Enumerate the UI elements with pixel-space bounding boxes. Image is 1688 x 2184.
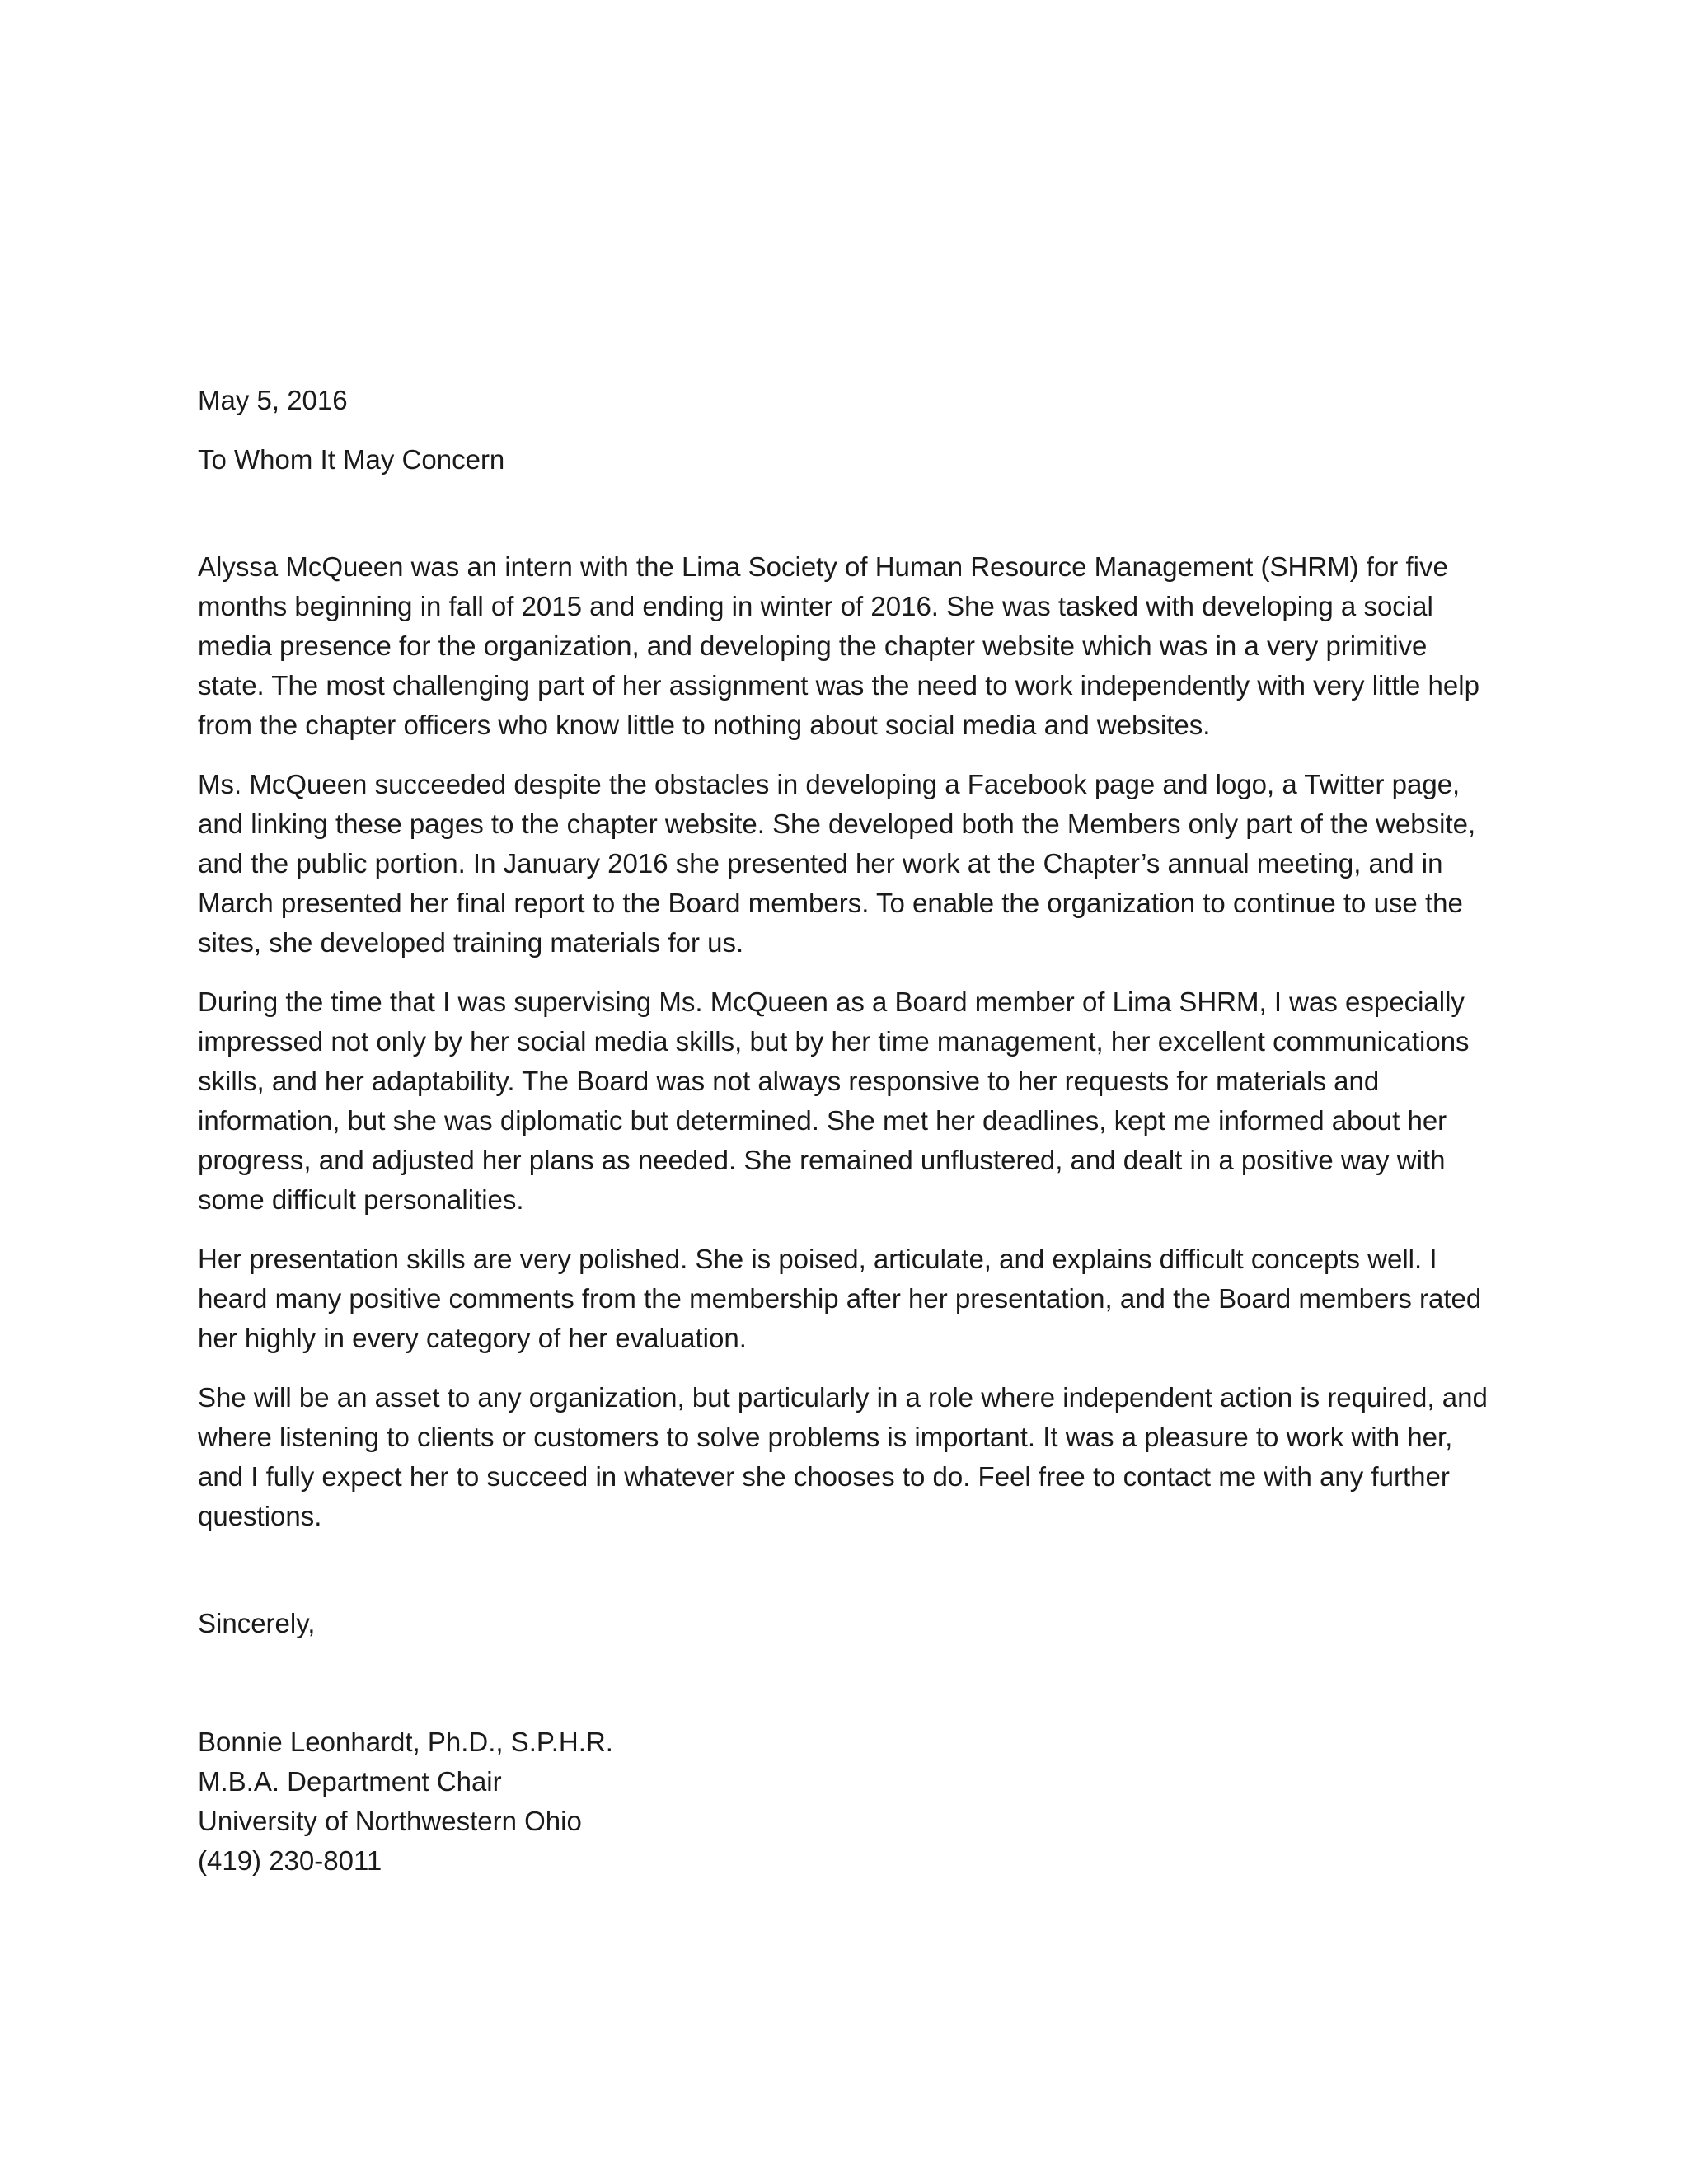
recommendation-letter <box>198 381 1500 1881</box>
body-paragraph: She will be an asset to any organization, but particularly in a role where independent action is required, and where listening to clients or customers to solve problems is important. It was a pleasure to work with her, and I fully expect her to succeed in whatever she chooses to do. Feel free to contact me with any further questions. <box>198 1382 1488 1531</box>
letter-salutation: To Whom It May Concern <box>198 444 505 475</box>
letter-body <box>198 547 1500 1536</box>
body-paragraph: During the time that I was supervising Ms. McQueen as a Board member of Lima SHRM, I was especially impressed not only by her social media skills, but by her time management, her excellent communications skills, and her adaptability. The Board was not always responsive to her requests for materials and information, but she was diplomatic but determined. She met her deadlines, kept me informed about her progress, and adjusted her plans as needed. She remained unflustered, and dealt in a positive way with some difficult personalities. <box>198 987 1470 1215</box>
body-paragraph: Alyssa McQueen was an intern with the Lima Society of Human Resource Management (SHRM) for five months beginning in fall of 2015 and ending in winter of 2016. She was tasked with developing a social media presence for the organization, and developing the chapter website which was in a very primitive state. The most challenging part of her assignment was the need to work independently with very little help from the chapter officers who know little to nothing about social media and websites. <box>198 551 1479 740</box>
signer-title: M.B.A. Department Chair <box>198 1766 502 1797</box>
signature-block <box>198 1722 1500 1881</box>
signer-organization: University of Northwestern Ohio <box>198 1806 582 1836</box>
letter-closing: Sincerely, <box>198 1608 316 1638</box>
signer-name: Bonnie Leonhardt, Ph.D., S.P.H.R. <box>198 1727 613 1757</box>
body-paragraph: Ms. McQueen succeeded despite the obstacles in developing a Facebook page and logo, a Twitter page, and linking these pages to the chapter website. She developed both the Members only part of the website, and the public portion. In January 2016 she presented her work at the Chapter’s annual meeting, and in March presented her final report to the Board members. To enable the organization to continue to use the sites, she developed training materials for us. <box>198 769 1476 958</box>
signer-phone: (419) 230-8011 <box>198 1845 382 1876</box>
body-paragraph: Her presentation skills are very polished. She is poised, articulate, and explains difficult concepts well. I heard many positive comments from the membership after her presentation, and the Board members rated her highly in every category of her evaluation. <box>198 1244 1482 1353</box>
letter-date: May 5, 2016 <box>198 385 348 415</box>
